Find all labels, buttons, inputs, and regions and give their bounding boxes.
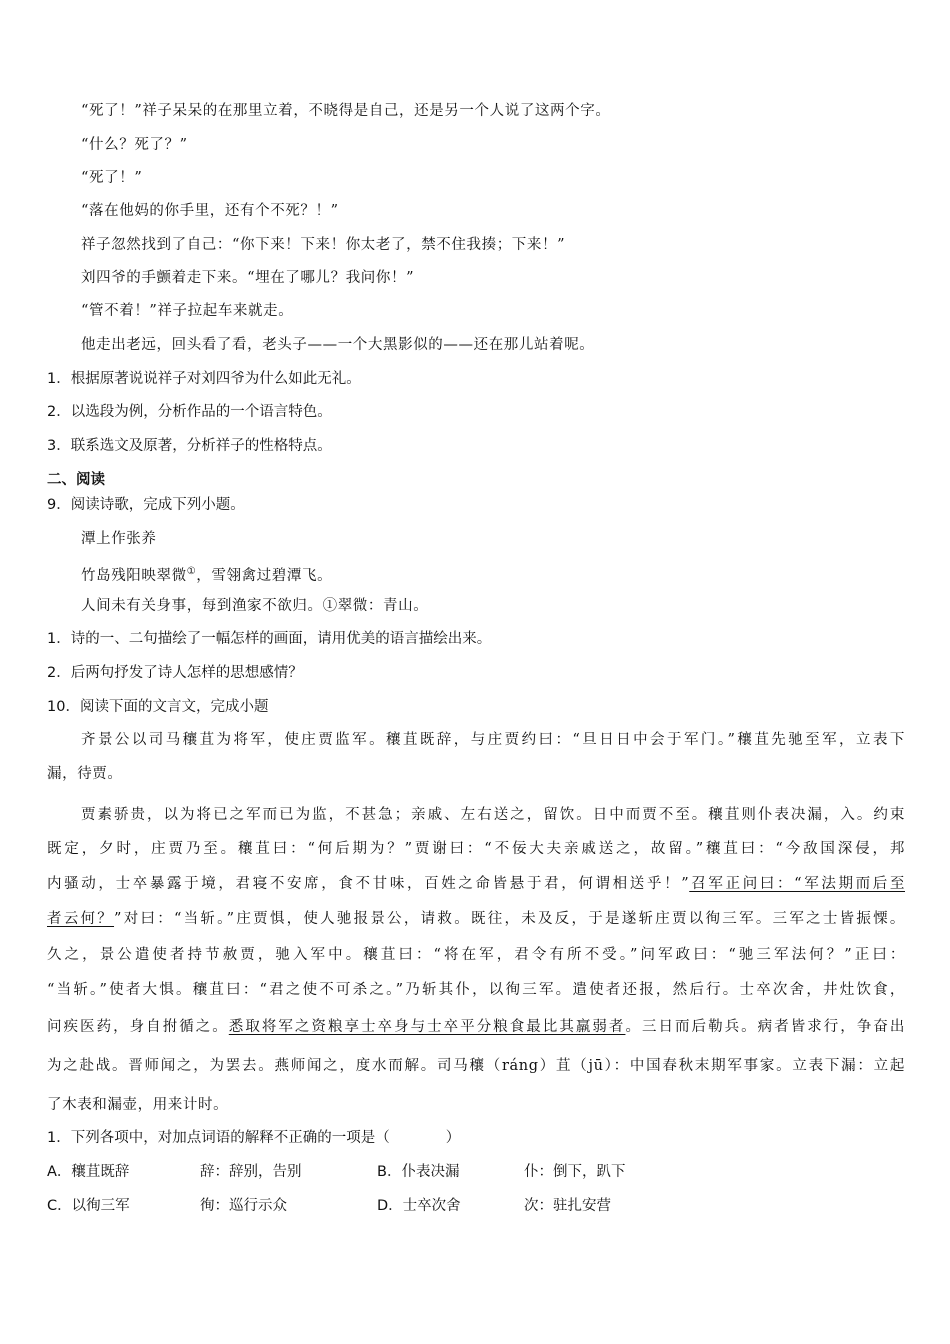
option-letter: C． bbox=[47, 1198, 72, 1214]
passage-line: 祥子忽然找到了自己：“你下来！下来！你太老了，禁不住我揍；下来！” bbox=[81, 237, 566, 253]
passage-line: “死了！” bbox=[81, 170, 143, 186]
classical-text-line: 贾素骄贵，以为将已之军而已为监，不甚急；亲戚、左右送之，留饮。日中而贾不至。穰苴则仆表决漏，入。约束 bbox=[81, 807, 905, 823]
passage-line: “落在他妈的你手里，还有个不死？！” bbox=[81, 203, 339, 219]
footnote-mark: ① bbox=[186, 566, 197, 577]
classical-text-line bbox=[47, 874, 905, 894]
passage-line: 他走出老远，回头看了看，老头子——一个大黑影似的——还在那儿站着呢。 bbox=[81, 337, 595, 353]
option-letter: A． bbox=[47, 1164, 72, 1180]
option-d-gloss: 次：驻扎安营 bbox=[524, 1198, 611, 1214]
option-a-gloss: 辞：辞别，告别 bbox=[200, 1164, 302, 1180]
question-item: 3．联系选文及原著，分析祥子的性格特点。 bbox=[47, 438, 332, 454]
classical-text-span: 内骚动，士卒暴露于境，君寝不安席，食不甘味，百姓之命皆悬于君，何谓相送乎！” bbox=[47, 876, 690, 892]
option-b-gloss: 仆：倒下，趴下 bbox=[524, 1164, 626, 1180]
underlined-sentence: 召军正问曰：“军法期而后至 bbox=[689, 876, 905, 892]
passage-line: “死了！”祥子呆呆的在那里立着，不晓得是自己，还是另一个人说了这两个字。 bbox=[81, 103, 611, 119]
poem-line-text: ，雪翎禽过碧潭飞。 bbox=[196, 567, 333, 584]
question-prompt: 9．阅读诗歌，完成下列小题。 bbox=[47, 497, 245, 513]
poem-line-text: 竹岛残阳映翠微 bbox=[81, 567, 187, 584]
classical-text-line: 漏，待贾。 bbox=[47, 766, 123, 782]
section-title: 二、阅读 bbox=[47, 472, 105, 488]
classical-text-line: “当斩。”使者大惧。穰苴曰：“君之使不可杀之。”乃斩其仆，以徇三军。遣使者还报，然后行。士卒次舍，井灶饮食， bbox=[47, 982, 905, 998]
classical-text-line: 久之，景公遣使者持节赦贾，驰入军中。穰苴曰：“将在军，君令有所不受。”问军政曰：“驰三军法何？”正曰： bbox=[47, 947, 905, 963]
classical-text-span: ”对曰：“当斩。”庄贾惧，使人驰报景公，请救。既往，未及反，于是遂斩庄贾以徇三军。三军之士皆振慄。 bbox=[114, 911, 905, 927]
option-a[interactable] bbox=[47, 1162, 129, 1182]
question-item bbox=[47, 1128, 903, 1148]
passage-line: “管不着！”祥子拉起车来就走。 bbox=[81, 303, 294, 319]
classical-text-line: 既定，夕时，庄贾乃至。穰苴曰：“何后期为？”贾谢曰：“不佞大夫亲戚送之，故留。”穰苴曰：“今敌国深侵，邦 bbox=[47, 841, 905, 857]
classical-text-span: 。三日而后勒兵。病者皆求行，争奋出 bbox=[625, 1019, 905, 1035]
option-d[interactable] bbox=[377, 1196, 461, 1216]
classical-text-line bbox=[47, 1017, 905, 1037]
option-b[interactable] bbox=[377, 1162, 459, 1182]
option-phrase: 穰苴既辞 bbox=[71, 1164, 130, 1180]
underlined-sentence: 者云何？ bbox=[47, 911, 115, 927]
question-prompt: 10．阅读下面的文言文，完成小题 bbox=[47, 699, 269, 715]
passage-line: “什么？死了？” bbox=[81, 137, 188, 153]
underlined-sentence: 悉取将军之资粮享士卒身与士卒平分粮食最比其羸弱者 bbox=[228, 1019, 626, 1035]
classical-text-span: 问疾医药，身自拊循之。 bbox=[47, 1019, 229, 1035]
question-item: 2．以选段为例，分析作品的一个语言特色。 bbox=[47, 404, 332, 420]
classical-text-line bbox=[47, 909, 905, 929]
option-c[interactable] bbox=[47, 1196, 130, 1216]
poem-line: 人间未有关身事，每到渔家不欲归。①翠微：青山。 bbox=[81, 598, 429, 614]
question-item: 2．后两句抒发了诗人怎样的思想感情？ bbox=[47, 665, 303, 681]
question-stem-end: ） bbox=[445, 1130, 461, 1146]
classical-text-line: 了木表和漏壶，用来计时。 bbox=[47, 1097, 229, 1113]
option-c-gloss: 徇：巡行示众 bbox=[200, 1198, 287, 1214]
poem-title: 潭上作张养 bbox=[81, 531, 157, 547]
question-item: 1．诗的一、二句描绘了一幅怎样的画面，请用优美的语言描绘出来。 bbox=[47, 631, 492, 647]
option-phrase: 仆表决漏 bbox=[401, 1164, 460, 1180]
question-stem: 1．下列各项中，对加点词语的解释不正确的一项是（ bbox=[47, 1130, 390, 1146]
option-letter: D． bbox=[377, 1198, 403, 1214]
classical-text-line: 齐景公以司马穰苴为将军，使庄贾监军。穰苴既辞，与庄贾约曰：“旦日日中会于军门。”穰苴先驰至军，立表下 bbox=[81, 732, 905, 748]
question-item: 1．根据原著说说祥子对刘四爷为什么如此无礼。 bbox=[47, 371, 361, 387]
poem-line bbox=[81, 562, 903, 586]
classical-text-line: 为之赴战。晋师闻之，为罢去。燕师闻之，度水而解。司马穰（ráng）苴（jū）：中国春秋末期军事家。立表下漏：立起 bbox=[47, 1058, 905, 1074]
option-letter: B． bbox=[377, 1164, 402, 1180]
option-phrase: 以徇三军 bbox=[71, 1198, 130, 1214]
option-phrase: 士卒次舍 bbox=[402, 1198, 461, 1214]
passage-line: 刘四爷的手颤着走下来。“埋在了哪儿？我问你！” bbox=[81, 270, 415, 286]
